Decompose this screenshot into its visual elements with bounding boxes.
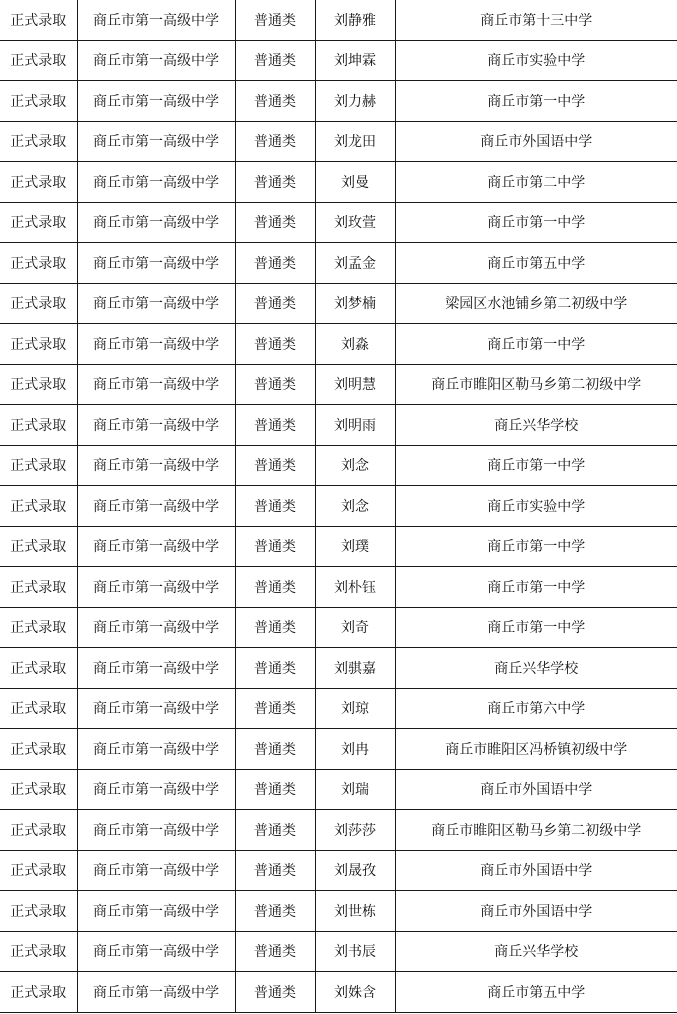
admitted-school-cell: 商丘市第一高级中学 [77, 445, 235, 486]
student-name-cell: 刘世栋 [315, 891, 395, 932]
category-cell: 普通类 [235, 162, 315, 203]
table-row [0, 243, 677, 284]
admitted-school-cell: 商丘市第一高级中学 [77, 202, 235, 243]
table-row [0, 283, 677, 324]
student-name-cell: 刘莎莎 [315, 810, 395, 851]
category-cell: 普通类 [235, 405, 315, 446]
graduated-school-cell: 商丘市外国语中学 [395, 121, 677, 162]
admitted-school-cell: 商丘市第一高级中学 [77, 607, 235, 648]
status-cell: 正式录取 [0, 486, 77, 527]
category-cell: 普通类 [235, 364, 315, 405]
student-name-cell: 刘曼 [315, 162, 395, 203]
table-row [0, 162, 677, 203]
admitted-school-cell: 商丘市第一高级中学 [77, 648, 235, 689]
status-cell: 正式录取 [0, 121, 77, 162]
student-name-cell: 刘念 [315, 486, 395, 527]
category-cell: 普通类 [235, 810, 315, 851]
admitted-school-cell: 商丘市第一高级中学 [77, 567, 235, 608]
graduated-school-cell: 商丘市第一中学 [395, 324, 677, 365]
student-name-cell: 刘瑞 [315, 769, 395, 810]
category-cell: 普通类 [235, 526, 315, 567]
student-name-cell: 刘梦楠 [315, 283, 395, 324]
status-cell: 正式录取 [0, 40, 77, 81]
table-row [0, 567, 677, 608]
category-cell: 普通类 [235, 891, 315, 932]
admitted-school-cell: 商丘市第一高级中学 [77, 162, 235, 203]
status-cell: 正式录取 [0, 810, 77, 851]
admitted-school-cell: 商丘市第一高级中学 [77, 486, 235, 527]
student-name-cell: 刘孟金 [315, 243, 395, 284]
student-name-cell: 刘琼 [315, 688, 395, 729]
status-cell: 正式录取 [0, 688, 77, 729]
status-cell: 正式录取 [0, 972, 77, 1013]
admitted-school-cell: 商丘市第一高级中学 [77, 324, 235, 365]
graduated-school-cell: 商丘市第一中学 [395, 445, 677, 486]
graduated-school-cell: 商丘市实验中学 [395, 40, 677, 81]
student-name-cell: 刘朴钰 [315, 567, 395, 608]
graduated-school-cell: 商丘兴华学校 [395, 648, 677, 689]
graduated-school-cell: 商丘市外国语中学 [395, 769, 677, 810]
status-cell: 正式录取 [0, 364, 77, 405]
student-name-cell: 刘晟孜 [315, 850, 395, 891]
student-name-cell: 刘书辰 [315, 931, 395, 972]
status-cell: 正式录取 [0, 931, 77, 972]
status-cell: 正式录取 [0, 283, 77, 324]
admitted-school-cell: 商丘市第一高级中学 [77, 81, 235, 122]
table-row [0, 850, 677, 891]
graduated-school-cell: 商丘市第五中学 [395, 972, 677, 1013]
table-row [0, 121, 677, 162]
student-name-cell: 刘姝含 [315, 972, 395, 1013]
admitted-school-cell: 商丘市第一高级中学 [77, 526, 235, 567]
graduated-school-cell: 商丘市睢阳区勒马乡第二初级中学 [395, 364, 677, 405]
admitted-school-cell: 商丘市第一高级中学 [77, 729, 235, 770]
status-cell: 正式录取 [0, 445, 77, 486]
table-row [0, 324, 677, 365]
table-row [0, 40, 677, 81]
status-cell: 正式录取 [0, 567, 77, 608]
category-cell: 普通类 [235, 0, 315, 40]
admitted-school-cell: 商丘市第一高级中学 [77, 931, 235, 972]
student-name-cell: 刘力赫 [315, 81, 395, 122]
status-cell: 正式录取 [0, 243, 77, 284]
admitted-school-cell: 商丘市第一高级中学 [77, 405, 235, 446]
category-cell: 普通类 [235, 445, 315, 486]
category-cell: 普通类 [235, 931, 315, 972]
category-cell: 普通类 [235, 324, 315, 365]
table-row [0, 607, 677, 648]
admitted-school-cell: 商丘市第一高级中学 [77, 40, 235, 81]
status-cell: 正式录取 [0, 526, 77, 567]
table-row [0, 486, 677, 527]
category-cell: 普通类 [235, 972, 315, 1013]
graduated-school-cell: 商丘市第一中学 [395, 202, 677, 243]
student-name-cell: 刘奇 [315, 607, 395, 648]
admitted-school-cell: 商丘市第一高级中学 [77, 121, 235, 162]
graduated-school-cell: 商丘市第二中学 [395, 162, 677, 203]
category-cell: 普通类 [235, 648, 315, 689]
graduated-school-cell: 商丘市第一中学 [395, 526, 677, 567]
student-name-cell: 刘明慧 [315, 364, 395, 405]
admitted-school-cell: 商丘市第一高级中学 [77, 283, 235, 324]
table-row [0, 445, 677, 486]
category-cell: 普通类 [235, 40, 315, 81]
graduated-school-cell: 商丘市外国语中学 [395, 891, 677, 932]
status-cell: 正式录取 [0, 891, 77, 932]
student-name-cell: 刘坤霖 [315, 40, 395, 81]
category-cell: 普通类 [235, 850, 315, 891]
table-row [0, 972, 677, 1013]
table-row [0, 648, 677, 689]
category-cell: 普通类 [235, 688, 315, 729]
graduated-school-cell: 商丘市睢阳区冯桥镇初级中学 [395, 729, 677, 770]
admitted-school-cell: 商丘市第一高级中学 [77, 810, 235, 851]
graduated-school-cell: 商丘市第五中学 [395, 243, 677, 284]
status-cell: 正式录取 [0, 729, 77, 770]
table-row [0, 405, 677, 446]
status-cell: 正式录取 [0, 850, 77, 891]
student-name-cell: 刘玫萱 [315, 202, 395, 243]
status-cell: 正式录取 [0, 607, 77, 648]
status-cell: 正式录取 [0, 324, 77, 365]
table-row [0, 364, 677, 405]
student-name-cell: 刘念 [315, 445, 395, 486]
status-cell: 正式录取 [0, 202, 77, 243]
student-name-cell: 刘璞 [315, 526, 395, 567]
category-cell: 普通类 [235, 283, 315, 324]
graduated-school-cell: 商丘市第十三中学 [395, 0, 677, 40]
status-cell: 正式录取 [0, 0, 77, 40]
student-name-cell: 刘静雅 [315, 0, 395, 40]
student-name-cell: 刘明雨 [315, 405, 395, 446]
graduated-school-cell: 商丘兴华学校 [395, 405, 677, 446]
category-cell: 普通类 [235, 121, 315, 162]
table-row [0, 81, 677, 122]
graduated-school-cell: 商丘市第一中学 [395, 81, 677, 122]
admitted-school-cell: 商丘市第一高级中学 [77, 769, 235, 810]
student-name-cell: 刘骐嘉 [315, 648, 395, 689]
admitted-school-cell: 商丘市第一高级中学 [77, 0, 235, 40]
table-row [0, 810, 677, 851]
student-name-cell: 刘冉 [315, 729, 395, 770]
graduated-school-cell: 商丘市实验中学 [395, 486, 677, 527]
status-cell: 正式录取 [0, 405, 77, 446]
student-name-cell: 刘龙田 [315, 121, 395, 162]
table-row [0, 769, 677, 810]
category-cell: 普通类 [235, 567, 315, 608]
graduated-school-cell: 商丘市外国语中学 [395, 850, 677, 891]
admitted-school-cell: 商丘市第一高级中学 [77, 243, 235, 284]
table-row [0, 729, 677, 770]
table-row [0, 202, 677, 243]
graduated-school-cell: 商丘市睢阳区勒马乡第二初级中学 [395, 810, 677, 851]
graduated-school-cell: 梁园区水池铺乡第二初级中学 [395, 283, 677, 324]
graduated-school-cell: 商丘市第六中学 [395, 688, 677, 729]
category-cell: 普通类 [235, 243, 315, 284]
admitted-school-cell: 商丘市第一高级中学 [77, 972, 235, 1013]
admitted-school-cell: 商丘市第一高级中学 [77, 364, 235, 405]
status-cell: 正式录取 [0, 769, 77, 810]
category-cell: 普通类 [235, 729, 315, 770]
category-cell: 普通类 [235, 202, 315, 243]
student-name-cell: 刘淼 [315, 324, 395, 365]
table-row [0, 688, 677, 729]
category-cell: 普通类 [235, 486, 315, 527]
status-cell: 正式录取 [0, 648, 77, 689]
table-row [0, 526, 677, 567]
admitted-school-cell: 商丘市第一高级中学 [77, 891, 235, 932]
admitted-school-cell: 商丘市第一高级中学 [77, 850, 235, 891]
graduated-school-cell: 商丘市第一中学 [395, 607, 677, 648]
table-row [0, 931, 677, 972]
table-row [0, 0, 677, 40]
graduated-school-cell: 商丘市第一中学 [395, 567, 677, 608]
category-cell: 普通类 [235, 769, 315, 810]
status-cell: 正式录取 [0, 162, 77, 203]
status-cell: 正式录取 [0, 81, 77, 122]
category-cell: 普通类 [235, 81, 315, 122]
table-row [0, 891, 677, 932]
graduated-school-cell: 商丘兴华学校 [395, 931, 677, 972]
category-cell: 普通类 [235, 607, 315, 648]
admitted-school-cell: 商丘市第一高级中学 [77, 688, 235, 729]
